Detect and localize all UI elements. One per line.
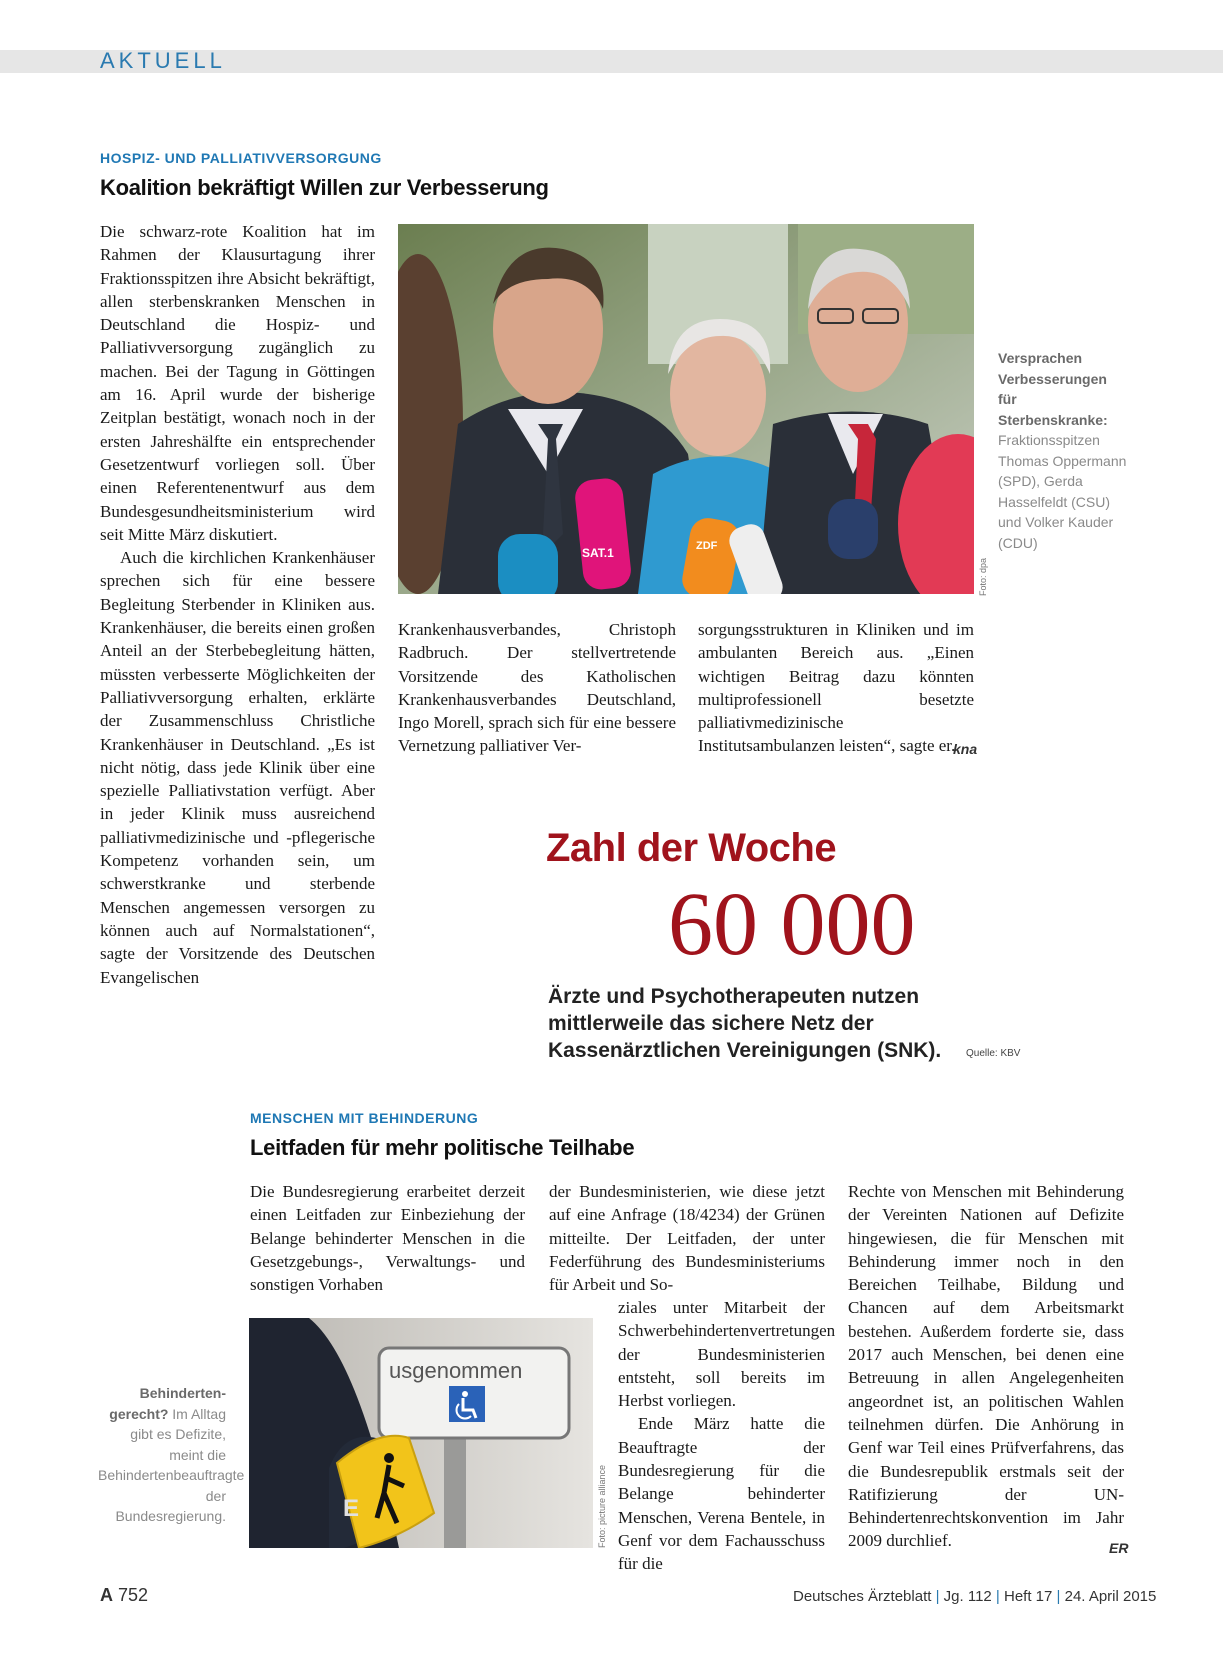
photo1-caption [998,348,1128,553]
footer-separator-3: | [1056,1588,1061,1605]
article2-source: ER [1109,1540,1129,1556]
footer-separator-1: | [935,1588,940,1605]
article1-paragraph-2: Auch die kirchlichen Krankenhäuser sprechen sich für eine bessere Begleitung Sterbender in Kliniken aus. Krankenhäuser, die bereits einen großen Anteil an der Sterbebegleitung hätten, müssten verbesserte Möglichkeiten der Palliativversorgung erhalten, erklärte der Zusammenschluss Christliche Krankenhäuser in Deutschland. „Es ist nicht nötig, dass jede Klinik über eine spezielle Palliativstation verfügt. Aber in jeder Klinik muss ausreichend palliativmedizinische und -pflegerische Kompetenz vorhanden sein, um schwerstkranke und sterbende Menschen angemessen versorgen zu können auch auf Normalstationen“, sagte der Vorsitzende des Deutschen Evangelischen [100,548,375,987]
photo2-credit: Foto: picture alliance [597,1464,607,1548]
footer-date: 24. April 2015 [1064,1588,1157,1605]
footer-separator-2: | [995,1588,1000,1605]
page-prefix: A [100,1585,113,1605]
page-number [100,1585,148,1606]
article2-column-3: Rechte von Menschen mit Behinderung der Vereinten Nationen auf Defizite hingewiesen, die für Menschen mit Behinderung immer noch in den Bereichen Teilhabe, Bildung und Chancen auf dem Arbeitsmarkt bestehen. Außerdem forderte sie, dass 2017 auch Menschen, bei denen eine Betreuung in allen Angelegenheiten angeordnet ist, an politischen Wahlen teilnehmen dürfen. Die Anhörung in Genf war Teil eines Prüfverfahrens, das die Bundesrepublik erstmals seit der Ratifizierung der UN-Behindertenrechtskonvention im Jahr 2009 durchlief. [848,1182,1124,1551]
article2-column-2-top: der Bundesministerien, wie diese jetzt auf eine Anfrage (18/4234) der Grünen mitteilte. Der Leitfaden, der unter Federführung des Bundesministeriums für Arbeit und So- [549,1182,825,1295]
article2-column-2-middle: ziales unter Mitarbeit der Schwerbehindertenvertretungen der Bundesministerien entsteht, soll bereits im Herbst vorliegen. [618,1298,836,1411]
article2-column-2-end: Ende März hatte die Beauftragte der Bundesregierung für die Belange behinderter Menschen, Verena Bentele, in Genf vor dem Fachausschuss für die [618,1414,825,1574]
zahl-source: Quelle: KBV [966,1048,1021,1059]
article1-column-1 [100,220,375,989]
zahl-title: Zahl der Woche [546,826,837,870]
footer-journal: Deutsches Ärzteblatt [793,1588,932,1605]
footer-jg: Jg. 112 [943,1588,992,1605]
article2-column-1: Die Bundesregierung erarbeitet derzeit einen Leitfaden zur Einbeziehung der Belange behinderter Menschen in die Gesetzgebungs-, Verwaltungs- und sonstigen Vorhaben [250,1182,525,1295]
section-label: AKTUELL [100,48,226,73]
photo1-caption-text: Fraktionsspitzen Thomas Oppermann (SPD), Gerda Hasselfeldt (CSU) und Volker Kauder (CDU) [998,432,1127,551]
photo2-caption-bold: Behinderten-gerecht? [109,1385,226,1422]
article1-paragraph-1: Die schwarz-rote Koalition hat im Rahmen der Klausurtagung ihrer Fraktionsspitzen ihre Absicht bekräftigt, allen sterbenskranken Menschen in Deutschland die Hospiz- und Palliativversorgung zugänglich zu machen. Bei der Tagung in Göttingen am 16. April wurde der bisherige Zeitplan bestätigt, wonach noch in der ersten Jahreshälfte ein entsprechender Gesetzentwurf vorliegen soll. Über einen Referentenentwurf aus dem Bundesgesundheitsministerium wird seit Mitte März diskutiert. [100,222,375,544]
photo1-caption-bold: Versprachen Verbesserungen für Sterbenskranke: [998,350,1108,428]
footer-journal-line [793,1588,1157,1605]
zahl-number: 60 000 [668,875,916,974]
politicians-photo [398,224,974,594]
article2-column-2-bottom [618,1296,836,1576]
article1-kicker: HOSPIZ- UND PALLIATIVVERSORGUNG [100,150,382,166]
disability-photo-illustration [249,1318,593,1548]
article1-source: kna [953,741,978,757]
article1-headline: Koalition bekräftigt Willen zur Verbesserung [100,175,549,200]
article2-column-2 [549,1180,825,1296]
footer-heft: Heft 17 [1004,1588,1053,1605]
photo2-caption-text: Im Alltag gibt es Defizite, meint die Behindertenbeauftragte der Bundesregierung. [98,1405,245,1524]
sign-text: usgenommen [389,1358,523,1383]
photo1-credit: Foto: dpa [978,557,988,596]
article2-headline: Leitfaden für mehr politische Teilhabe [250,1135,635,1160]
zahl-text: Ärzte und Psychotherapeuten nutzen mittlerweile das sichere Netz der Kassenärztlichen Vereinigungen (SNK). [548,985,942,1062]
article1-column-3: sorgungsstrukturen in Kliniken und im ambulanten Bereich aus. „Einen wichtigen Beitrag dazu könnten multiprofessionell besetzte palliativmedizinische Institutsambulanzen leisten“, sagte er. [698,620,974,756]
armband-letter: E [343,1495,360,1522]
mic-zdf-label: ZDF [696,540,718,552]
article1-column-2: Krankenhausverbandes, Christoph Radbruch. Der stellvertretende Vorsitzende des Katholischen Krankenhausverbandes Deutschland, Ingo Morell, sprach sich für eine bessere Vernetzung palliativer Ver- [398,620,676,756]
politicians-photo-illustration [398,224,974,594]
photo2-caption [98,1383,245,1527]
article2-kicker: MENSCHEN MIT BEHINDERUNG [250,1110,479,1126]
disability-photo [249,1318,593,1548]
page-number-value: 752 [118,1585,149,1605]
mic-sat1-label: SAT.1 [582,546,614,560]
